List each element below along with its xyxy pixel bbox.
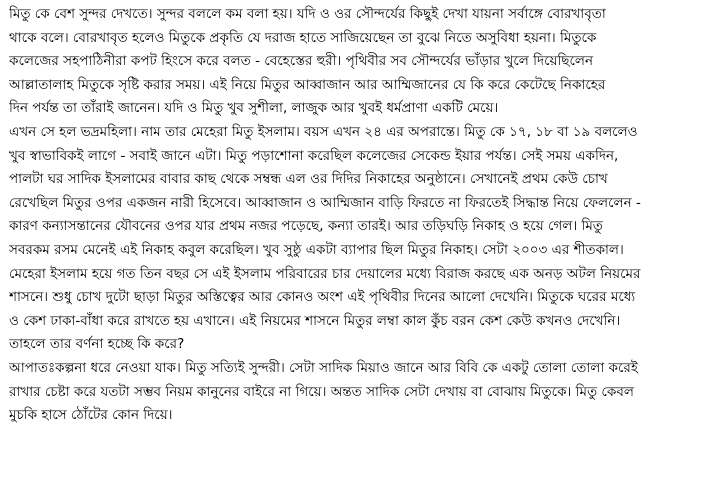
text-line: সবরকম রসম মেনেই এই নিকাহ কবুল করেছিল। খুব সুষ্ঠু একটা ব্যাপার ছিল মিতুর নিকাহ। সেটা ২০০৩ এর শীতকাল। (9, 241, 624, 258)
paragraph-marriage (9, 121, 703, 263)
paragraph-imagination (9, 357, 703, 428)
paragraph-rules (9, 263, 703, 357)
text-line: মেহেরা ইসলাম হয়ে গত তিন বছর সে এই ইসলাম পরিবারের চার দেয়ালের মধ্যে বিরাজ করছে এক অনড় অটল নিয়মের (9, 265, 641, 282)
text-line: আল্লাতালাহ মিতুকে সৃষ্টি করার সময়। এই নিয়ে মিতুর আব্বাজান আর আম্মিজানের যে কি করে কেটেছে নিকাহের (9, 76, 606, 93)
text-line: রাখার চেষ্টা করে যতটা সম্ভব নিয়ম কানুনের বাইরে না গিয়ে। অন্তত সাদিক সেটা দেখায় বা বোঝায় মিতুকে। মিতু কেবল (9, 383, 634, 400)
text-line: থাকে বলে। বোরখাবৃত হলেও মিতুকে প্রকৃতি যে দরাজ হাতে সাজিয়েছেন তা বুঝে নিতে অসুবিধা হয়না। মিতুকে (9, 29, 597, 46)
text-line: পালটা ঘর সাদিক ইসলামের বাবার কাছ থেকে সম্বন্ধ এল ওর দিদির নিকাহের অনুষ্ঠানে। সেখানেই প্রথম কেউ চোখ (9, 171, 608, 188)
text-line: এখন সে হল ভদ্রমহিলা। নাম তার মেহেরা মিতু ইসলাম। বয়স এখন ২৪ এর অপরান্তে। মিতু কে ১৭, ১৮ বা ১৯ বললেও (9, 123, 638, 140)
text-line: রেখেছিল মিতুর ওপর একজন নারী হিসেবে। আব্বাজান ও আম্মিজান বাড়ি ফিরতে না ফিরতেই সিদ্ধান্ত নিয়ে ফেললেন - (9, 194, 641, 211)
text-line: মুচকি হাসে ঠোঁটের কোন দিয়ে। (9, 407, 173, 424)
text-line: কলেজের সহপাঠিনীরা কপট হিংসে করে বলত - বেহেস্তের হুরী। পৃথিবীর সব সৌন্দর্যের ভাঁড়ার খুলে দিয়েছিলেন (9, 53, 594, 70)
text-line: আপাতঃকল্পনা ধরে নেওয়া যাক। মিতু সত্যিই সুন্দরী। সেটা সাদিক মিয়াও জানে আর বিবি কে একটু তোলা তোলা করেই (9, 359, 638, 376)
text-line: তাহলে তার বর্ণনা হচ্ছে কি করে? (9, 336, 185, 353)
text-line: খুব স্বাভাবিকই লাগে - সবাই জানে এটা। মিতু পড়াশোনা করেছিল কলেজের সেকেন্ড ইয়ার পর্যন্ত। সেই সময় একদিন, (9, 147, 619, 164)
text-line: শাসনে। শুধু চোখ দুটো ছাড়া মিতুর অস্তিত্বের আর কোনও অংশ এই পৃথিবীর দিনের আলো দেখেনি। মিতুকে ঘরের মধ্যে (9, 289, 636, 306)
text-line: কারণ কন্যাসন্তানের যৌবনের ওপর যার প্রথম নজর পড়েছে, কন্যা তারই। আর তড়িঘড়ি নিকাহ ও হয়ে গেল। মিতু (9, 218, 603, 235)
text-line: ও কেশ ঢাকা-বাঁধা করে রাখতে হয় এখানে। এই নিয়মের শাসনে মিতুর লম্বা কাল কুঁচ বরন কেশ কেউ কখনও দেখেনি। (9, 312, 621, 329)
paragraph-intro (9, 3, 703, 121)
text-line: মিতু কে বেশ সুন্দর দেখতে। সুন্দর বললে কম বলা হয়। যদি ও ওর সৌন্দর্যের কিছুই দেখা যায়না সর্বাঙ্গে বোরখাবৃতা (9, 6, 606, 22)
text-line: দিন পর্যন্ত তা তাঁরাই জানেন। যদি ও মিতু খুব সুশীলা, লাজুক আর খুবই ধর্মপ্রাণা একটি মেয়ে। (9, 100, 499, 117)
